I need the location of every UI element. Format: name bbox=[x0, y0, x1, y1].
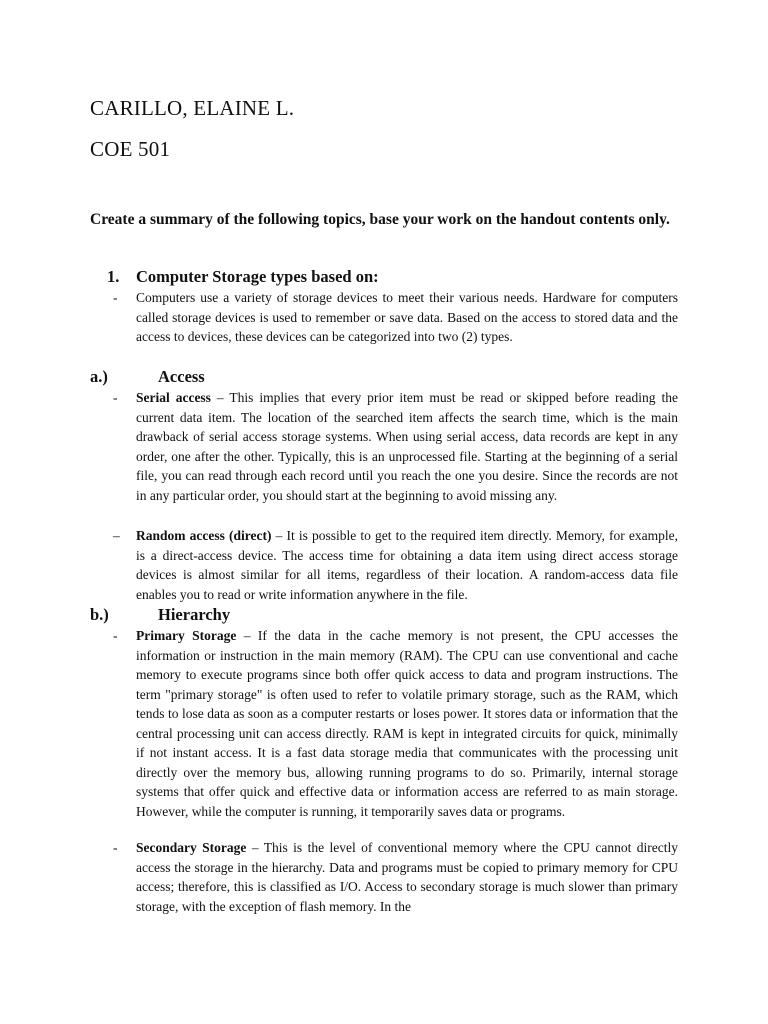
topic-number: 1. bbox=[107, 267, 120, 286]
subheading-title: Hierarchy bbox=[158, 605, 231, 624]
random-access-text bbox=[136, 526, 678, 604]
bullet-dash: – bbox=[113, 528, 120, 543]
bullet-dash: - bbox=[113, 628, 118, 643]
subheading-letter: a.) bbox=[90, 367, 108, 386]
term-secondary-storage: Secondary Storage bbox=[136, 840, 247, 855]
assignment-instructions: Create a summary of the following topics, base your work on the handout contents only. bbox=[90, 211, 670, 228]
subheading-title: Access bbox=[158, 367, 205, 386]
serial-access-item bbox=[113, 388, 678, 505]
subheading-access bbox=[90, 366, 205, 388]
bullet-dash: - bbox=[113, 840, 118, 855]
intro-paragraph bbox=[113, 288, 678, 347]
definition-serial-access: – This implies that every prior item must be read or skipped before reading the current data item. The location of the searched item affects the search time, which is the main drawback of serial access storage systems. When using serial access, data records are kept in any order, one after the other. Typically, this is an unprocessed file. Starting at the beginning of a serial file, you can read through each record until you reach the one you desire. Since the records are not in any particular order, you should start at the beginning to avoid missing any. bbox=[136, 390, 678, 503]
term-random-access: Random access (direct) bbox=[136, 528, 272, 543]
term-primary-storage: Primary Storage bbox=[136, 628, 237, 643]
intro-text: Computers use a variety of storage devices to meet their various needs. Hardware for computers called storage devices is used to remember or save data. Based on the access to stored data and the access to devices, these devices can be categorized into two (2) types. bbox=[136, 290, 678, 344]
primary-storage-item bbox=[113, 626, 678, 821]
student-name: CARILLO, ELAINE L. bbox=[90, 96, 295, 120]
definition-random-access: – It is possible to get to the required item directly. Memory, for example, is a direct-access device. The access time for obtaining a data item using direct access storage devices is almost similar for all items, regardless of their location. A random-access data file enables you to read or write information anywhere in the file. bbox=[136, 528, 678, 602]
secondary-storage-text bbox=[136, 838, 678, 916]
random-access-item bbox=[113, 526, 678, 604]
term-serial-access: Serial access bbox=[136, 390, 211, 405]
primary-storage-text bbox=[136, 626, 678, 821]
bullet-dash: - bbox=[113, 290, 118, 305]
definition-primary-storage: – If the data in the cache memory is not present, the CPU accesses the information or instruction in the main memory (RAM). The CPU can use conventional and cache memory to execute programs since both offer quick access to data and program instructions. The term "primary storage" is often used to refer to volatile primary storage, such as the RAM, which tends to lose data as soon as a computer restarts or loses power. It stores data or information that the central processing unit can access directly. RAM is kept in integrated circuits for quick, minimally if not instant access. It is a fast data storage media that communicates with the processing unit directly over the memory bus, allowing running programs to do so. Primarily, internal storage systems that offer quick and effective data or information access are referred to as main storage. However, while the computer is running, it temporarily saves data or programs. bbox=[136, 628, 678, 819]
course-code: COE 501 bbox=[90, 137, 171, 161]
subheading-hierarchy bbox=[90, 604, 230, 626]
topic-title: Computer Storage types based on: bbox=[136, 267, 379, 286]
definition-secondary-storage: – This is the level of conventional memory where the CPU cannot directly access the storage in the hierarchy. Data and programs must be copied to primary memory for CPU access; therefore, this is classified as I/O. Access to secondary storage is much slower than primary storage, with the exception of flash memory. In the bbox=[136, 840, 678, 914]
subheading-letter: b.) bbox=[90, 605, 109, 624]
serial-access-text bbox=[136, 388, 678, 505]
bullet-dash: - bbox=[113, 390, 118, 405]
topic-heading bbox=[107, 266, 379, 288]
secondary-storage-item bbox=[113, 838, 678, 916]
